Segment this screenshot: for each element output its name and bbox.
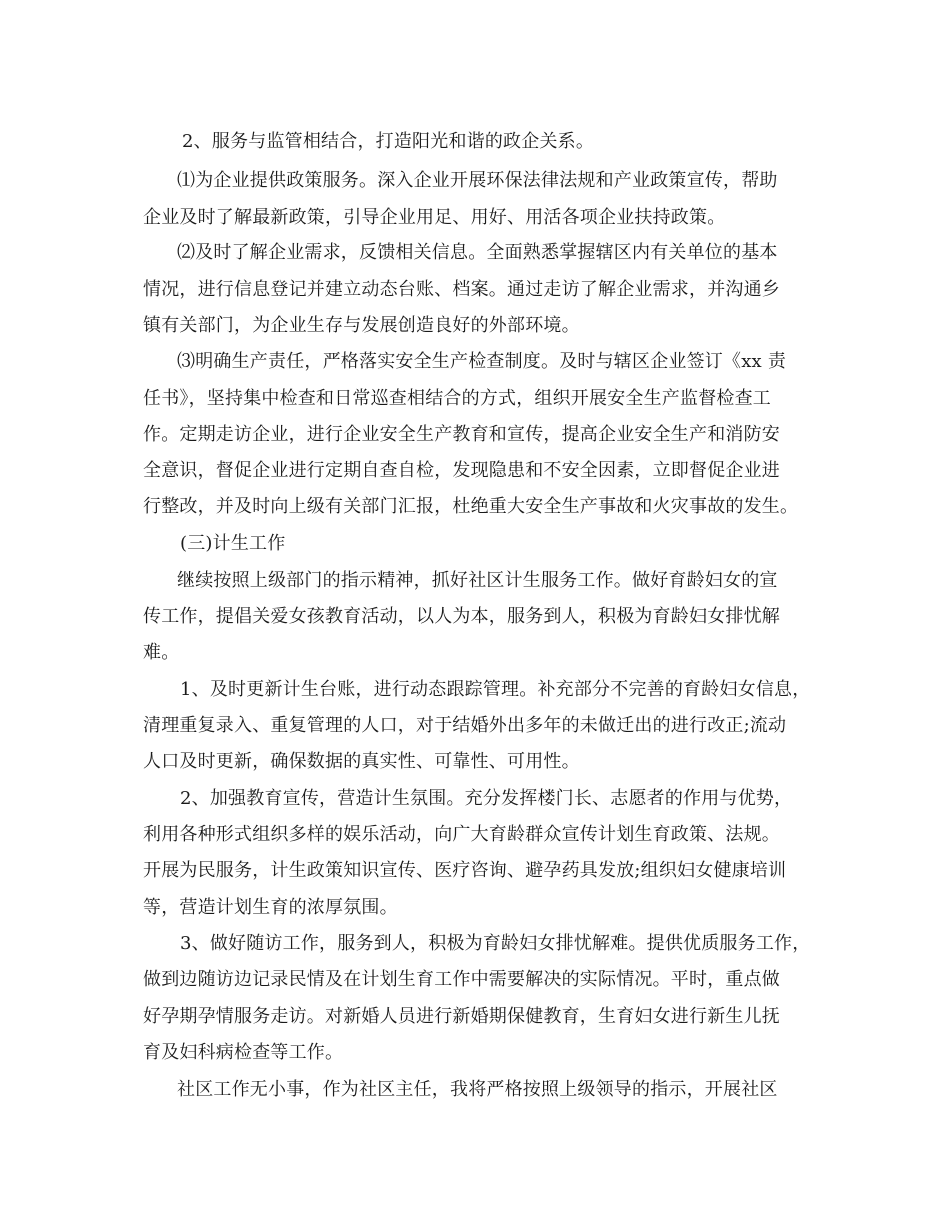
text-line: 全意识，督促企业进行定期自查自检，发现隐患和不安全因素，立即督促企业进 [143, 460, 780, 481]
text-line: ⑴为企业提供政策服务。深入企业开展环保法律法规和产业政策宣传，帮助 [177, 170, 778, 191]
text-line: ⑶明确生产责任，严格落实安全生产检查制度。及时与辖区企业签订《xx 责 [177, 351, 787, 372]
text-line: 情况，进行信息登记并建立动态台账、档案。通过走访了解企业需求，并沟通乡 [143, 279, 780, 300]
text-line: 2、服务与监管相结合，打造阳光和谐的政企关系。 [182, 131, 595, 152]
text-line: 等，营造计划生育的浓厚氛围。 [143, 897, 398, 918]
text-line: 社区工作无小事，作为社区主任，我将严格按照上级领导的指示，开展社区 [177, 1079, 778, 1100]
text-line: 继续按照上级部门的指示精神，抓好社区计生服务工作。做好育龄妇女的宣 [177, 570, 778, 591]
text-line: 育及妇科病检查等工作。 [143, 1042, 344, 1063]
text-line: 企业及时了解最新政策，引导企业用足、用好、用活各项企业扶持政策。 [143, 207, 726, 228]
text-line: 2、加强教育宣传，营造计生氛围。充分发挥楼门长、志愿者的作用与优势， [180, 788, 793, 809]
text-line: 任书》，坚持集中检查和日常巡查相结合的方式，组织开展安全生产监督检查工 [143, 388, 771, 409]
text-line: 作。定期走访企业，进行企业安全生产教育和宣传，提高企业安全生产和消防安 [143, 424, 780, 445]
text-line: 做到边随访边记录民情及在计划生育工作中需要解决的实际情况。平时，重点做 [143, 969, 780, 990]
text-line: 镇有关部门，为企业生存与发展创造良好的外部环境。 [143, 315, 580, 336]
text-line: ⑵及时了解企业需求，反馈相关信息。全面熟悉掌握辖区内有关单位的基本 [177, 242, 778, 263]
section-heading: (三)计生工作 [180, 533, 286, 554]
text-line: 1、及时更新计生台账，进行动态跟踪管理。补充部分不完善的育龄妇女信息， [180, 679, 811, 700]
text-line: 难。 [143, 642, 180, 663]
text-line: 开展为民服务，计生政策知识宣传、医疗咨询、避孕药具发放;组织妇女健康培训 [143, 860, 787, 881]
text-line: 人口及时更新，确保数据的真实性、可靠性、可用性。 [143, 751, 580, 772]
text-line: 清理重复录入、重复管理的人口，对于结婚外出多年的未做迁出的进行改正;流动 [143, 715, 787, 736]
text-line: 行整改，并及时向上级有关部门汇报，杜绝重大安全生产事故和火灾事故的发生。 [143, 496, 799, 517]
text-line: 3、做好随访工作，服务到人，积极为育龄妇女排忧解难。提供优质服务工作， [180, 933, 811, 954]
text-line: 利用各种形式组织多样的娱乐活动，向广大育龄群众宣传计划生育政策、法规。 [143, 824, 780, 845]
text-line: 好孕期孕情服务走访。对新婚人员进行新婚期保健教育，生育妇女进行新生儿抚 [143, 1006, 780, 1027]
text-line: 传工作，提倡关爱女孩教育活动，以人为本，服务到人，积极为育龄妇女排忧解 [143, 606, 780, 627]
